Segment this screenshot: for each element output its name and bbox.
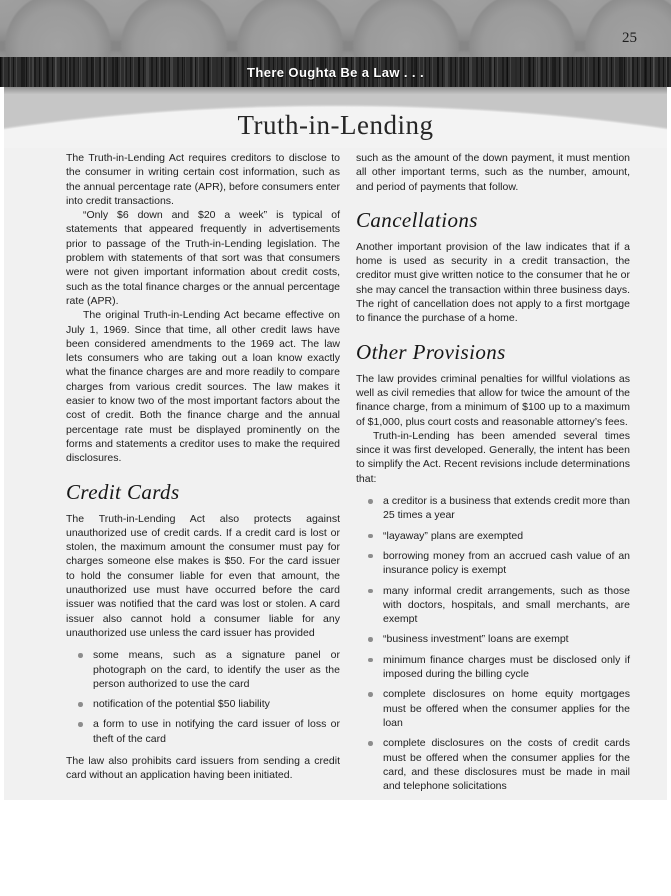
banner-shadow xyxy=(4,87,667,94)
bullet-list xyxy=(356,494,630,793)
paragraph: The Truth-in-Lending Act also protects against unauthorized use of credit cards. If a credit card is lost or stolen, the maximum amount the consumer must pay for charges someone else makes is $50. For the card issuer to hold the consumer liable for even that amount, the unauthorized use must have occurred before the card issuer was notified that the card was lost or stolen. A card issuer also cannot hold a consumer liable for any unauthorized use unless the card issuer has provided xyxy=(66,512,340,639)
title-curve-band xyxy=(4,94,667,148)
header-circle-pattern xyxy=(0,0,671,57)
bullet-item: complete disclosures on home equity mortgages must be offered when the consumer applies for the loan xyxy=(383,688,630,729)
text-column xyxy=(356,151,630,871)
content-sheet xyxy=(4,87,667,886)
paragraph: The law also prohibits card issuers from sending a credit card without an application having been initiated. xyxy=(66,754,340,782)
bullet-item: many informal credit arrangements, such as those with doctors, hospitals, and small merchants, are exempt xyxy=(383,584,630,626)
paragraph: such as the amount of the down payment, it must mention all other important terms, such as the number, amount, and period of payments that follow. xyxy=(356,152,630,193)
paragraph: “Only $6 down and $20 a week” is typical of statements that appeared frequently in advertisements prior to passage of the Truth-in-Lending legislation. The problem with statements of that sort was that consumers were not given important information about credit costs, such as the total finance charges or the annual percentage rate (APR). xyxy=(66,209,340,307)
page-number: 25 xyxy=(622,30,637,46)
section-heading: Other Provisions xyxy=(356,339,506,364)
paragraph: Another important provision of the law indicates that if a home is used as security in a credit transaction, the creditor must give written notice to the consumer that he or she may cancel the transaction within three business days. The right of cancellation does not apply to a first mortgage to finance the purchase of a home. xyxy=(356,240,630,325)
bullet-item: complete disclosures on the costs of credit cards must be offered when the consumer applies for the card, and these disclosures must be made in mail and telephone solicitations xyxy=(383,737,630,793)
section-heading: Cancellations xyxy=(356,207,478,232)
chapter-banner-title: There Oughta Be a Law . . . xyxy=(247,64,424,80)
paragraph: Truth-in-Lending has been amended several times since it was first developed. Generally, the intent has been to simplify the Act. Recent revisions include determinations that: xyxy=(356,429,630,485)
bullet-item: “layaway” plans are exempted xyxy=(383,529,630,543)
bullet-item: “business investment” loans are exempt xyxy=(383,632,630,646)
chapter-banner xyxy=(0,57,671,87)
paragraph: The Truth-in-Lending Act requires creditors to disclose to the consumer in writing certain cost information, such as the annual percentage rate (APR), before consumers enter into credit transactions. xyxy=(66,152,340,207)
paragraph: The law provides criminal penalties for willful violations as well as civil remedies that allow for twice the amount of the finance charge, from a minimum of $100 up to a maximum of $1,000, plus court costs and reasonable attorney’s fees. xyxy=(356,372,630,428)
section-heading: Credit Cards xyxy=(66,479,180,504)
article-title: Truth-in-Lending xyxy=(237,110,434,140)
bullet-item: a creditor is a business that extends credit more than 25 times a year xyxy=(383,495,630,522)
bullet-item: a form to use in notifying the card issuer of loss or theft of the card xyxy=(93,718,340,745)
page-footer xyxy=(0,800,671,896)
text-column xyxy=(66,151,340,871)
bullet-item: some means, such as a signature panel or photograph on the card, to identify the user as the person authorized to use the card xyxy=(93,649,340,690)
bullet-item: notification of the potential $50 liability xyxy=(93,697,340,711)
bullet-item: borrowing money from an accrued cash value of an insurance policy is exempt xyxy=(383,549,630,577)
paragraph: The original Truth-in-Lending Act became effective on July 1, 1969. Since that time, all other credit laws have been considered amendments to the 1969 act. The law lets consumers who are taking out a loan know exactly what the finance charges are and more readily to compare charges from various credit sources. The law makes it easier to know two of the most important factors about the cost of credit. Both the finance charge and the annual percentage rate must be displayed prominently on the forms and statements a creditor uses to make the required disclosures. xyxy=(66,309,340,465)
bullet-item: minimum finance charges must be disclosed only if imposed during the billing cycle xyxy=(383,653,630,681)
two-column-text xyxy=(4,148,667,885)
bullet-list xyxy=(66,648,340,746)
